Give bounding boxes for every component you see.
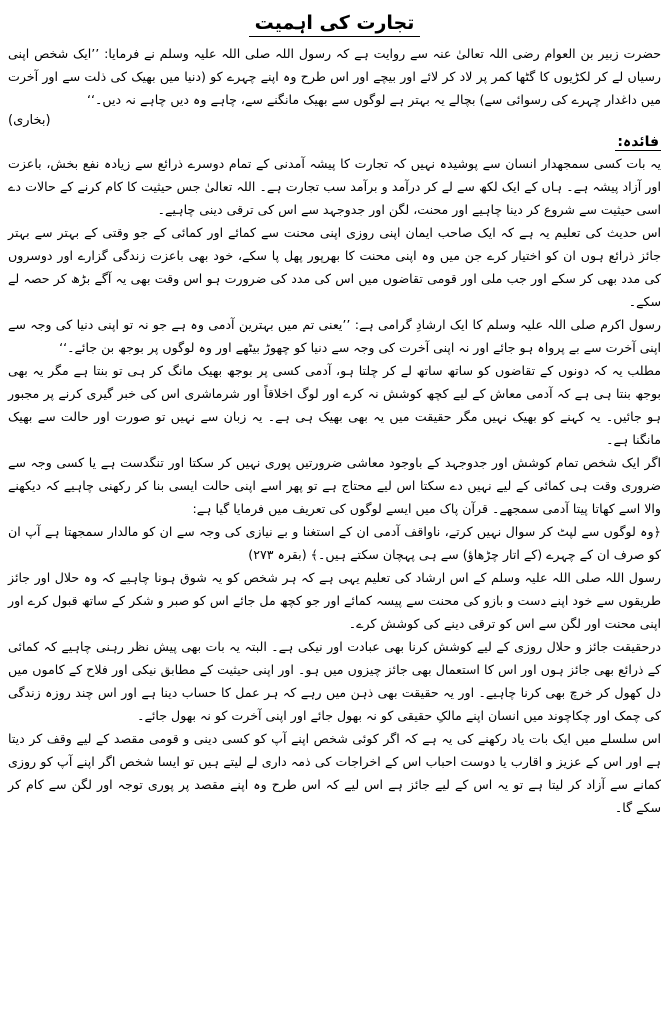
faida-label: فائدہ: — [617, 134, 659, 150]
body-paragraph-4: مطلب یہ کہ دونوں کے تقاضوں کو ساتھ ساتھ لے کر چلتا ہو، آدمی کسی پر بوجھ بھیک مانگ کر ہی تو بنتا ہے مگر یہ بھی بوجھ بنتا ہی ہے کہ آدمی معاش کے لیے کچھ کوشش نہ کرے اور لوگ اخلاقاً اور شرماشری اس کی خبر گیری کرنے پر مجبور ہو جائیں۔ یہ کہنے کو بھیک نہیں مگر حقیقت میں یہ بھی بھیک ہی ہے۔ یہ زبان سے نہیں تو صورت اور حالت سے بھیک مانگنا ہے۔ — [8, 363, 661, 447]
body-paragraph-7: رسول اللہ صلی اللہ علیہ وسلم کے اس ارشاد کی تعلیم یہی ہے کہ ہر شخص کو یہ شوق ہونا چاہیے کہ وہ حلال اور جائز طریقوں سے خود اپنے دست و بازو کی محنت سے پیسہ کمائے اور جو کچھ مل جائے اس کو صبر و شکر کے ساتھ قبول کرے اور اپنی محنت اور لگن سے اس کو ترقی دینے کی کوشش کرے۔ — [8, 570, 661, 631]
body-paragraph-5: اگر ایک شخص تمام کوشش اور جدوجہد کے باوجود معاشی ضرورتیں پوری نہیں کر سکتا اور تنگدست ہے یا کسی وجہ سے ضروری وقت ہی کمائی کے لیے نہیں دے سکتا اس لیے محتاج ہے تو پھر اسے اپنی حالت ایسی بنا کر رکھنی چاہیے کہ دیکھنے والا اسے کھاتا پیتا آدمی سمجھے۔ قرآن پاک میں ایسے لوگوں کی تعریف میں فرمایا گیا ہے: — [8, 455, 661, 516]
body-paragraph-8: درحقیقت جائز و حلال روزی کے لیے کوشش کرنا بھی عبادت اور نیکی ہے۔ البتہ یہ بات بھی پیش نظر رہنی چاہیے کہ کمائی کے ذرائع بھی جائز ہوں اور اس کا استعمال بھی جائز چیزوں میں ہو۔ اور اپنی حیثیت کے مطابق نیکی اور فلاح کے کاموں میں دل کھول کر خرچ بھی کرنا چاہیے۔ اور یہ حقیقت بھی ذہن میں رہے کہ ہر عمل کا حساب دینا ہے اور اس چند روزہ زندگی کی چمک اور چکاچوند میں انسان اپنے مالکِ حقیقی کو نہ بھول جائے اور اپنی آخرت کو نہ بھول جائے۔ — [8, 639, 661, 723]
body-paragraph-1: یہ بات کسی سمجھدار انسان سے پوشیدہ نہیں کہ تجارت کا پیشہ آمدنی کے تمام دوسرے ذرائع سے زیادہ نفع بخش، باعزت اور آزاد پیشہ ہے۔ ہاں کے ایک لکھ سے لے کر درآمد و برآمد سب تجارت ہے۔ اللہ تعالیٰ جس حیثیت کا کام کرنے کے حالات دے اسی حیثیت سے شروع کر دینا چاہیے اور محنت، لگن اور جدوجہد سے اس کی ترقی دینی چاہیے۔ — [8, 156, 661, 217]
hadith-text: حضرت زبیر بن العوام رضی اللہ تعالیٰ عنہ سے روایت ہے کہ رسول اللہ صلی اللہ علیہ وسلم نے فرمایا: ’’ایک شخص اپنی رسیاں لے کر لکڑیوں کا گٹھا کمر پر لاد کر لائے اور بیچے اور اس طرح وہ اپنے چہرے کو (دنیا میں بھیک کی ذلت سے اور آخرت میں داغدار چہرے کی رسوائی سے) بچالے یہ بہتر ہے لوگوں سے بھیک مانگنے سے، چاہے وہ دیں چاہے نہ دیں۔‘‘ — [8, 46, 661, 107]
body-paragraph-3: رسول اکرم صلی اللہ علیہ وسلم کا ایک ارشادِ گرامی ہے: ’’یعنی تم میں بہترین آدمی وہ ہے جو نہ تو اپنی دنیا کی وجہ سے اپنی آخرت سے بے پرواہ ہو جائے اور نہ اپنی آخرت کی وجہ سے دنیا کو چھوڑ بیٹھے اور وہ لوگوں پر بوجھ بن جائے۔‘‘ — [8, 317, 661, 355]
reference-text: (بخاری) — [8, 113, 51, 128]
quran-quote: ﴿وہ لوگوں سے لپٹ کر سوال نہیں کرتے، ناواقف آدمی ان کے استغنا و بے نیازی کی وجہ سے ان کو مالدار سمجھتا ہے آپ ان کو صرف ان کے چہرے (کے اتار چڑھاؤ) سے ہی پہچان سکتے ہیں۔﴾ (بقرہ ۲۷۳) — [8, 524, 661, 562]
page-title-text: تجارت کی اہمیت — [249, 12, 421, 37]
faida-heading — [8, 134, 661, 150]
hadith-reference — [8, 113, 661, 128]
body-paragraph-9: اس سلسلے میں ایک بات یاد رکھنے کی یہ ہے کہ اگر کوئی شخص اپنے آپ کو کسی دینی و قومی مقصد کے لیے وقف کر دیتا ہے اور اس کے عزیز و اقارب یا دوست احباب اس کے اخراجات کی ذمہ داری لے لیتے ہیں تو ایسا شخص اگر اپنے آپ کو روزی کمانے سے آزاد کر لیتا ہے تو یہ اس کے لیے جائز ہے اس لیے کہ اس طرح وہ اپنے مقصد پر پوری توجہ اور لگن سے کام کر سکے گا۔ — [8, 731, 661, 815]
page-title — [8, 12, 661, 34]
body-paragraph-2: اس حدیث کی تعلیم یہ ہے کہ ایک صاحب ایمان اپنی روزی اپنی محنت سے کمائے اور کمائی کے جو وقتی کے بہتر سے بہتر جائز ذرائع ہوں ان کو اختیار کرے جن میں وہ اپنی محنت کا بھرپور پھل پا سکے، خود بھی باعزت زندگی گزارے اور دوسروں کی مدد بھی کر سکے اور جب ملی اور قومی تقاضوں میں اس کی مدد کی ضرورت ہو اس وقت بھی یہ آگے بڑھ کر حصہ لے سکے۔ — [8, 225, 661, 309]
